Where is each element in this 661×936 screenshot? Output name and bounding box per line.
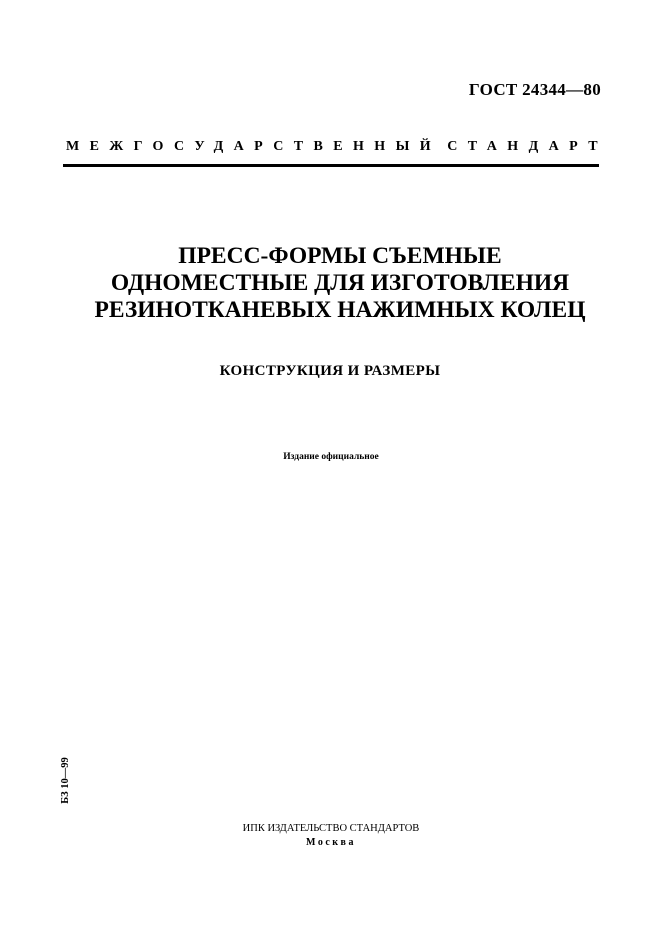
title-line-3: РЕЗИНОТКАНЕВЫХ НАЖИМНЫХ КОЛЕЦ: [94, 297, 586, 323]
standard-type-word-2: СТАНДАРТ: [447, 139, 608, 154]
standard-type-word-1: МЕЖГОСУДАРСТВЕННЫЙ: [66, 139, 442, 154]
title-line-2: ОДНОМЕСТНЫЕ ДЛЯ ИЗГОТОВЛЕНИЯ: [110, 270, 570, 296]
publisher-name: ИПК ИЗДАТЕЛЬСТВО СТАНДАРТОВ: [242, 823, 420, 834]
publisher-city: Москва: [306, 837, 356, 848]
side-code: [58, 750, 73, 810]
header-divider: [63, 164, 599, 167]
edition-note: Издание официальное: [283, 452, 379, 462]
side-code-text: БЗ 10—99: [60, 756, 72, 804]
document-subtitle: КОНСТРУКЦИЯ И РАЗМЕРЫ: [219, 363, 441, 379]
publisher-block: [200, 822, 462, 850]
document-number: ГОСТ 24344—80: [468, 80, 601, 99]
document-title: [40, 243, 640, 324]
title-line-1: ПРЕСС-ФОРМЫ СЪЕМНЫЕ: [178, 243, 502, 269]
standard-type-header: [66, 139, 608, 155]
